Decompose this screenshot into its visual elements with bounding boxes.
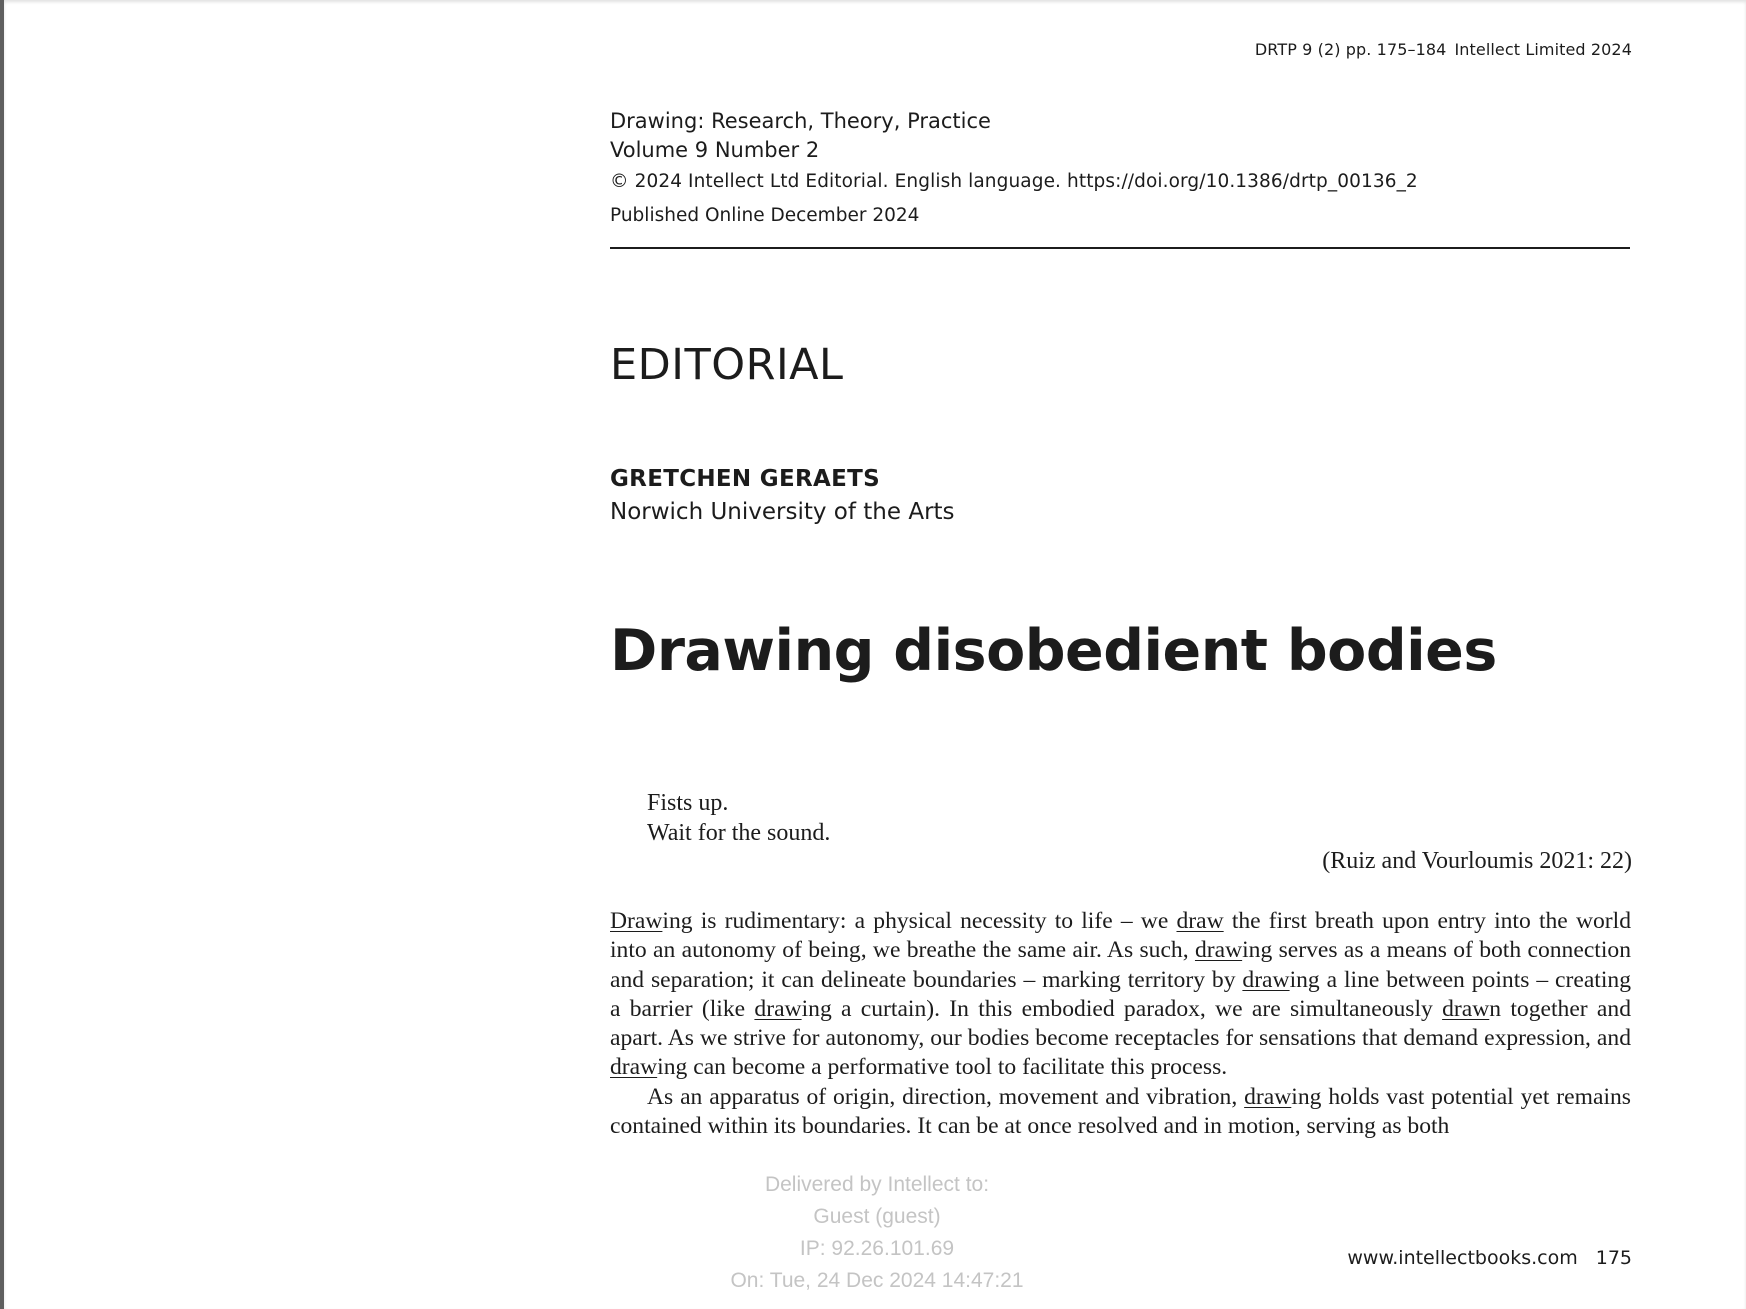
watermark-delivered: Delivered by Intellect to: — [764, 1173, 990, 1196]
epigraph-line: Fists up. — [647, 790, 729, 816]
body-text — [610, 907, 1631, 1141]
epigraph-line: Wait for the sound. — [647, 820, 831, 846]
body-paragraph: As an apparatus of origin, direction, movement and vibration, drawing holds vast potential yet remains contained within its boundaries. It can be at once resolved and in motion, serving as both — [610, 1083, 1631, 1140]
epigraph — [647, 788, 830, 848]
header-divider — [610, 247, 1630, 249]
journal-reference: DRTP 9 (2) pp. 175–184 — [1254, 40, 1447, 59]
author-name: GRETCHEN GERAETS — [610, 466, 880, 492]
underlined-word: Draw — [610, 908, 663, 934]
underlined-word: draw — [1442, 995, 1490, 1022]
article-title: Drawing disobedient bodies — [610, 618, 1497, 684]
journal-volume: Volume 9 Number 2 — [610, 138, 820, 162]
underlined-word: draw — [1242, 966, 1290, 993]
journal-info — [610, 107, 1630, 228]
author-affiliation: Norwich University of the Arts — [610, 499, 955, 525]
watermark-user: Guest (guest) — [813, 1205, 941, 1228]
epigraph-citation: (Ruiz and Vourloumis 2021: 22) — [1322, 848, 1632, 874]
publisher-website: www.intellectbooks.com — [1347, 1247, 1578, 1269]
watermark-timestamp: On: Tue, 24 Dec 2024 14:47:21 — [730, 1269, 1024, 1292]
document-page — [4, 0, 1746, 1309]
publisher-line: Intellect Limited 2024 — [1454, 40, 1632, 59]
journal-title: Drawing: Research, Theory, Practice — [610, 109, 991, 133]
running-header — [1255, 40, 1632, 59]
section-label: EDITORIAL — [610, 340, 844, 390]
watermark-ip: IP: 92.26.101.69 — [799, 1237, 955, 1260]
delivery-watermark — [717, 1169, 1037, 1297]
underlined-word: draw — [1194, 937, 1243, 964]
underlined-word: draw — [1176, 908, 1224, 934]
page-number: 175 — [1595, 1247, 1632, 1269]
published-date: Published Online December 2024 — [610, 205, 920, 226]
underlined-word: draw — [610, 1054, 658, 1081]
body-paragraph: Drawing is rudimentary: a physical necessity to life – we draw the first breath upon entry into the world into an autonomy of being, we breathe the same air. As such, drawing serves as a means of both connection and separation; it can delineate boundaries – marking territory by drawing a line between points – creating a barrier (like drawing a curtain). In this embodied paradox, we are simultaneously drawn together and apart. As we strive for autonomy, our bodies become receptacles for sensations that demand expression, and drawing can become a performative tool to facilitate this process. — [610, 908, 1632, 1081]
page-footer — [1347, 1247, 1632, 1269]
underlined-word: draw — [754, 995, 802, 1022]
copyright-doi: © 2024 Intellect Ltd Editorial. English language. https://doi.org/10.1386/drtp_00136_2 — [610, 171, 1418, 192]
underlined-word: draw — [1244, 1083, 1292, 1110]
